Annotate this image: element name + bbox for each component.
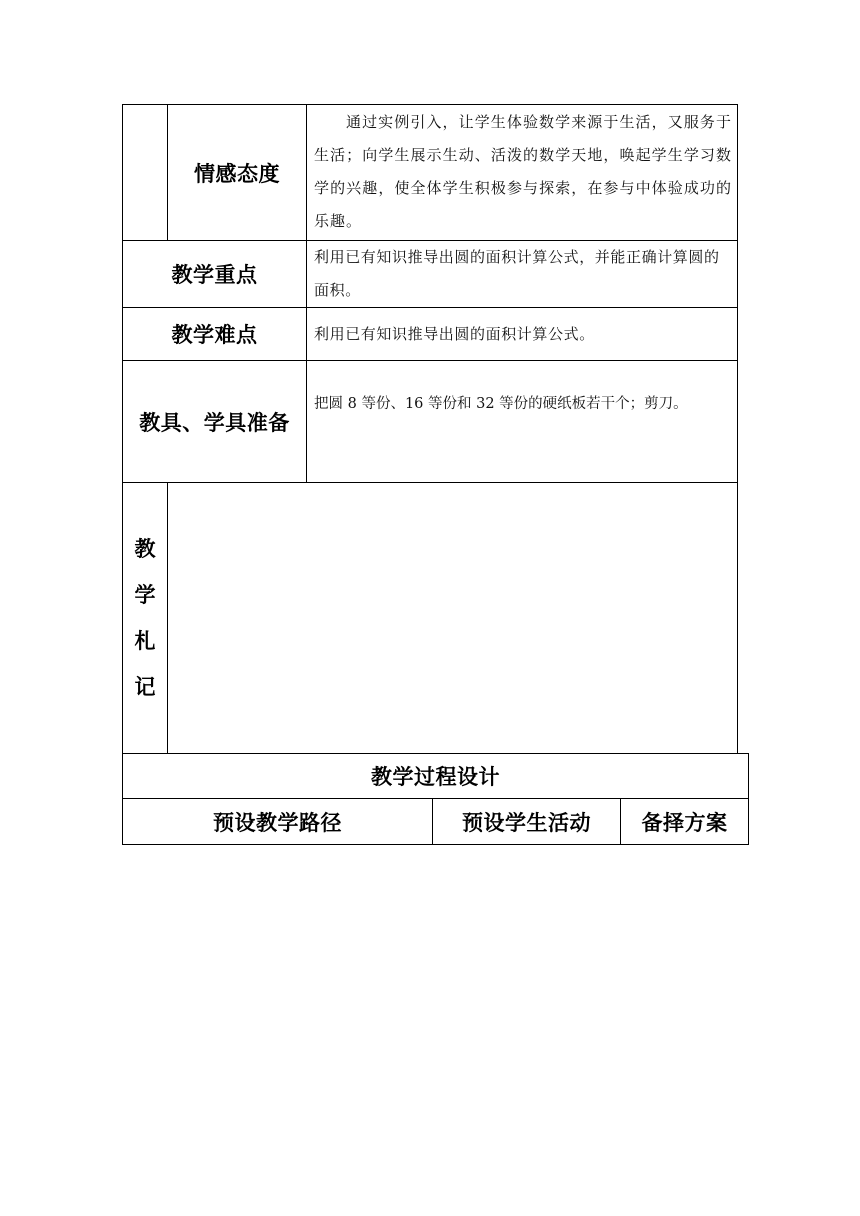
notes-label-char-3: 札 — [134, 629, 156, 653]
notes-area — [176, 490, 728, 746]
materials-text: 把圆 8 等份、16 等份和 32 等份的硬纸板若干个；剪刀。 — [314, 396, 688, 412]
table-border-right-lower — [748, 753, 749, 845]
row-divider-materials — [122, 482, 738, 483]
table-border-bottom — [122, 844, 749, 845]
notes-label-char-4: 记 — [134, 675, 156, 699]
process-col-teaching-path: 预设教学路径 — [213, 810, 342, 835]
key-point-label: 教学重点 — [171, 263, 258, 287]
difficulty-label: 教学难点 — [171, 323, 258, 347]
difficulty-text: 利用已有知识推导出圆的面积计算公式。 — [314, 325, 595, 343]
key-point-text: 利用已有知识推导出圆的面积计算公式，并能正确计算圆的面积。 — [314, 248, 720, 299]
table-border-right-upper — [737, 104, 738, 754]
process-title: 教学过程设计 — [371, 765, 500, 789]
attitude-text: 通过实例引入，让学生体验数学来源于生活，又服务于生活；向学生展示生动、活泼的数学天地，唤起学生学习数学的兴趣，使全体学生积极参与探索，在参与中体验成功的乐趣。 — [314, 113, 732, 230]
process-col-alternative-plan: 备择方案 — [641, 810, 728, 835]
attitude-label: 情感态度 — [194, 161, 280, 186]
notes-label-char-1: 教 — [134, 537, 156, 561]
notes-label — [123, 483, 167, 753]
notes-label-char-2: 学 — [134, 583, 156, 607]
col-divider-notes — [167, 482, 168, 754]
process-col-student-activity: 预设学生活动 — [462, 810, 591, 835]
col-divider-label-content — [306, 104, 307, 483]
materials-label: 教具、学具准备 — [139, 410, 290, 435]
